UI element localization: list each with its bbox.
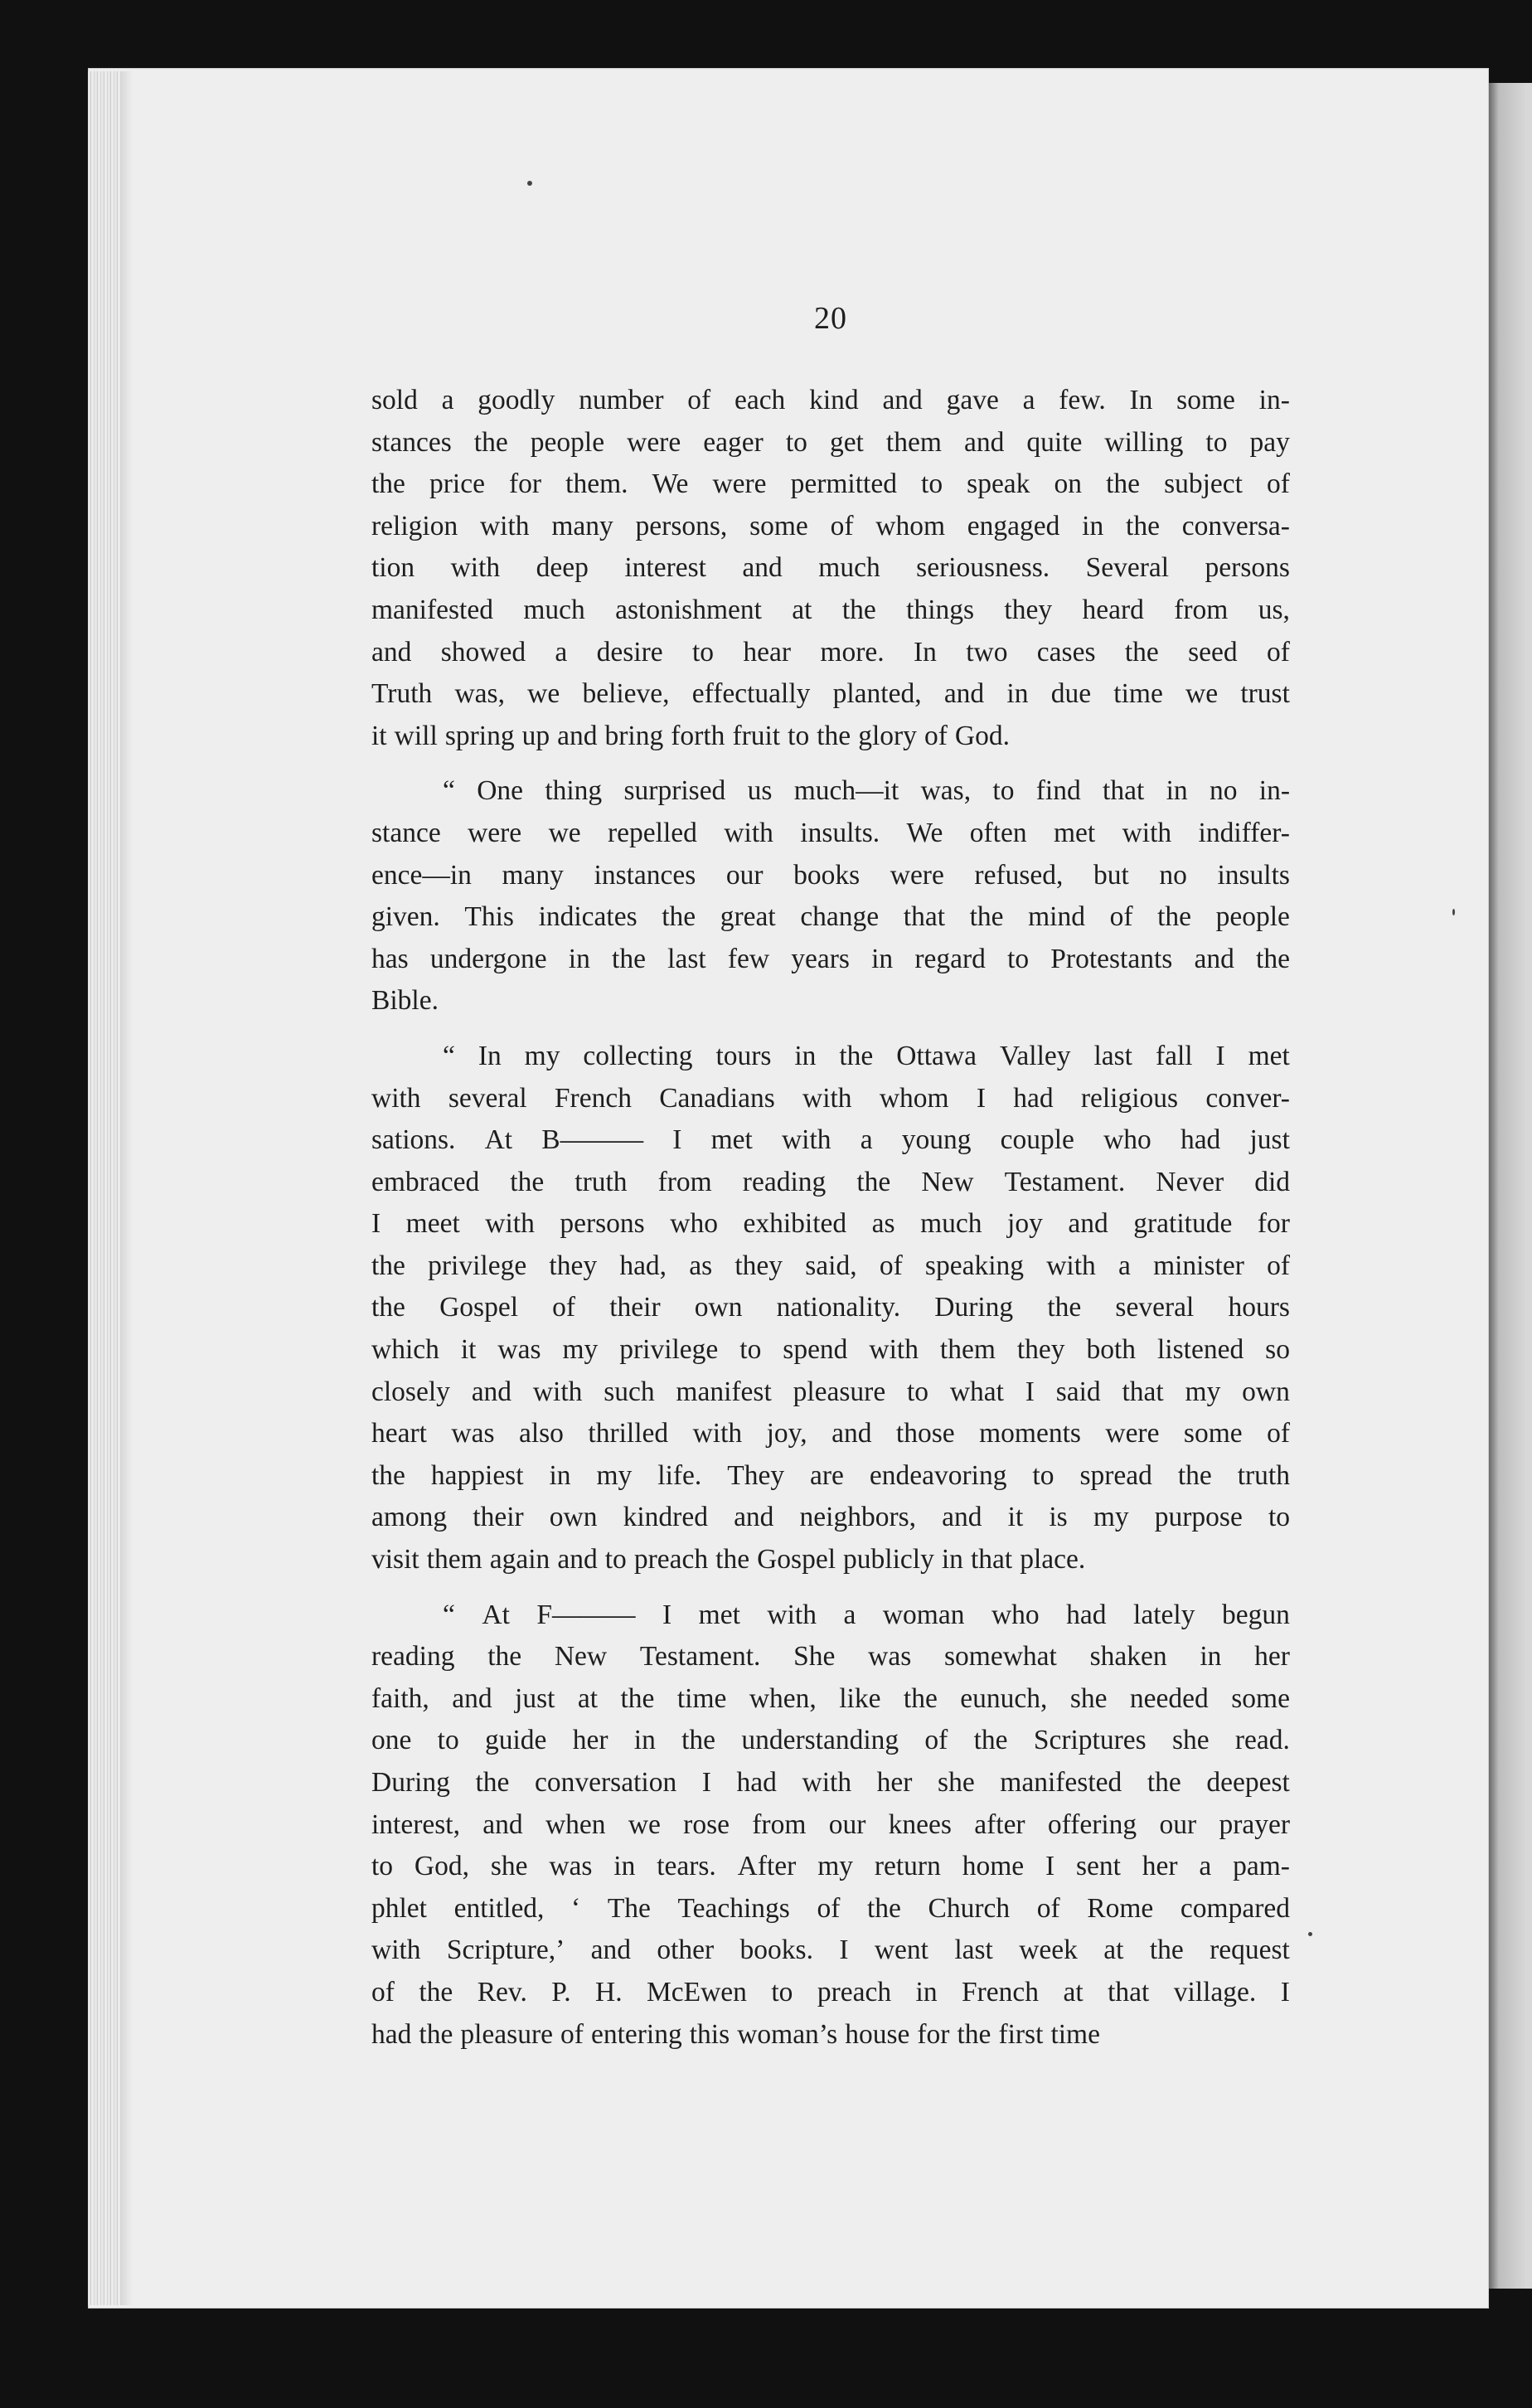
- text-line: I meet with persons who exhibited as much joy and gratitude for: [371, 1208, 1290, 1240]
- text-line: has undergone in the last few years in regard to Protestants and the: [371, 943, 1290, 974]
- text-line: “ In my collecting tours in the Ottawa Valley last fall I met: [443, 1040, 1290, 1071]
- text-line: stance were we repelled with insults. We often met with indiffer-: [371, 817, 1290, 848]
- paragraph: [371, 380, 1290, 757]
- page-number: 20: [814, 301, 847, 336]
- text-line: with several French Canadians with whom I had religious conver-: [371, 1082, 1290, 1114]
- paragraph: [371, 1595, 1290, 2056]
- text-line: religion with many persons, some of whom engaged in the conversa-: [371, 510, 1290, 541]
- paragraph: [371, 1036, 1290, 1581]
- text-line: among their own kindred and neighbors, and it is my purpose to: [371, 1502, 1290, 1533]
- text-line: given. This indicates the great change that the mind of the people: [371, 901, 1290, 933]
- text-line: interest, and when we rose from our knees after offering our prayer: [371, 1808, 1290, 1840]
- text-line: sold a goodly number of each kind and gave a few. In some in-: [371, 385, 1290, 415]
- text-line: “ At F——— I met with a woman who had lately begun: [443, 1599, 1290, 1630]
- page-text-block: [371, 294, 1290, 2069]
- text-line: which it was my privilege to spend with them they both listened so: [371, 1334, 1290, 1366]
- text-line: phlet entitled, ‘ The Teachings of the Church of Rome compared: [371, 1892, 1290, 1924]
- text-line: of the Rev. P. H. McEwen to preach in French at that village. I: [371, 1976, 1290, 2007]
- text-line: sations. At B——— I met with a young couple who had just: [371, 1124, 1290, 1156]
- ink-speck: [1452, 909, 1455, 915]
- text-line: to God, she was in tears. After my return home I sent her a pam-: [371, 1851, 1290, 1882]
- text-line: the Gospel of their own nationality. During the several hours: [371, 1292, 1290, 1323]
- text-line: stances the people were eager to get them and quite willing to pay: [371, 426, 1290, 458]
- text-line: had the pleasure of entering this woman’s house for the first time: [371, 2018, 1100, 2050]
- text-line: tion with deep interest and much seriousness. Several persons: [371, 552, 1290, 584]
- text-line: reading the New Testament. She was somewhat shaken in her: [371, 1641, 1290, 1672]
- text-line: closely and with such manifest pleasure to what I said that my own: [371, 1376, 1290, 1407]
- text-line: the price for them. We were permitted to speak on the subject of: [371, 468, 1290, 500]
- paragraphs-container: [371, 380, 1290, 2056]
- text-line: one to guide her in the understanding of the Scriptures she read.: [371, 1725, 1290, 1756]
- text-line: the happiest in my life. They are endeavoring to spread the truth: [371, 1459, 1290, 1491]
- text-line: manifested much astonishment at the things they heard from us,: [371, 594, 1290, 625]
- text-line: Bible.: [371, 985, 439, 1017]
- ink-speck: [1308, 1932, 1312, 1936]
- text-line: During the conversation I had with her she manifested the deepest: [371, 1767, 1290, 1798]
- paragraph: [371, 770, 1290, 1022]
- text-line: faith, and just at the time when, like the eunuch, she needed some: [371, 1682, 1290, 1714]
- text-line: and showed a desire to hear more. In two cases the seed of: [371, 636, 1290, 668]
- text-line: with Scripture,’ and other books. I went last week at the request: [371, 1935, 1290, 1966]
- text-line: heart was also thrilled with joy, and those moments were some of: [371, 1418, 1290, 1449]
- page-stack-edges: [88, 71, 121, 2305]
- text-line: ence—in many instances our books were refused, but no insults: [371, 859, 1290, 891]
- text-line: “ One thing surprised us much—it was, to find that in no in-: [443, 775, 1290, 807]
- page-gutter-shadow: [121, 71, 133, 2305]
- text-line: embraced the truth from reading the New Testament. Never did: [371, 1166, 1290, 1197]
- text-line: visit them again and to preach the Gospel publicly in that place.: [371, 1544, 1086, 1575]
- ink-speck: [527, 181, 532, 186]
- text-line: it will spring up and bring forth fruit to the glory of God.: [371, 720, 1010, 751]
- text-line: the privilege they had, as they said, of speaking with a minister of: [371, 1250, 1290, 1281]
- text-line: Truth was, we believe, effectually planted, and in due time we trust: [371, 678, 1290, 710]
